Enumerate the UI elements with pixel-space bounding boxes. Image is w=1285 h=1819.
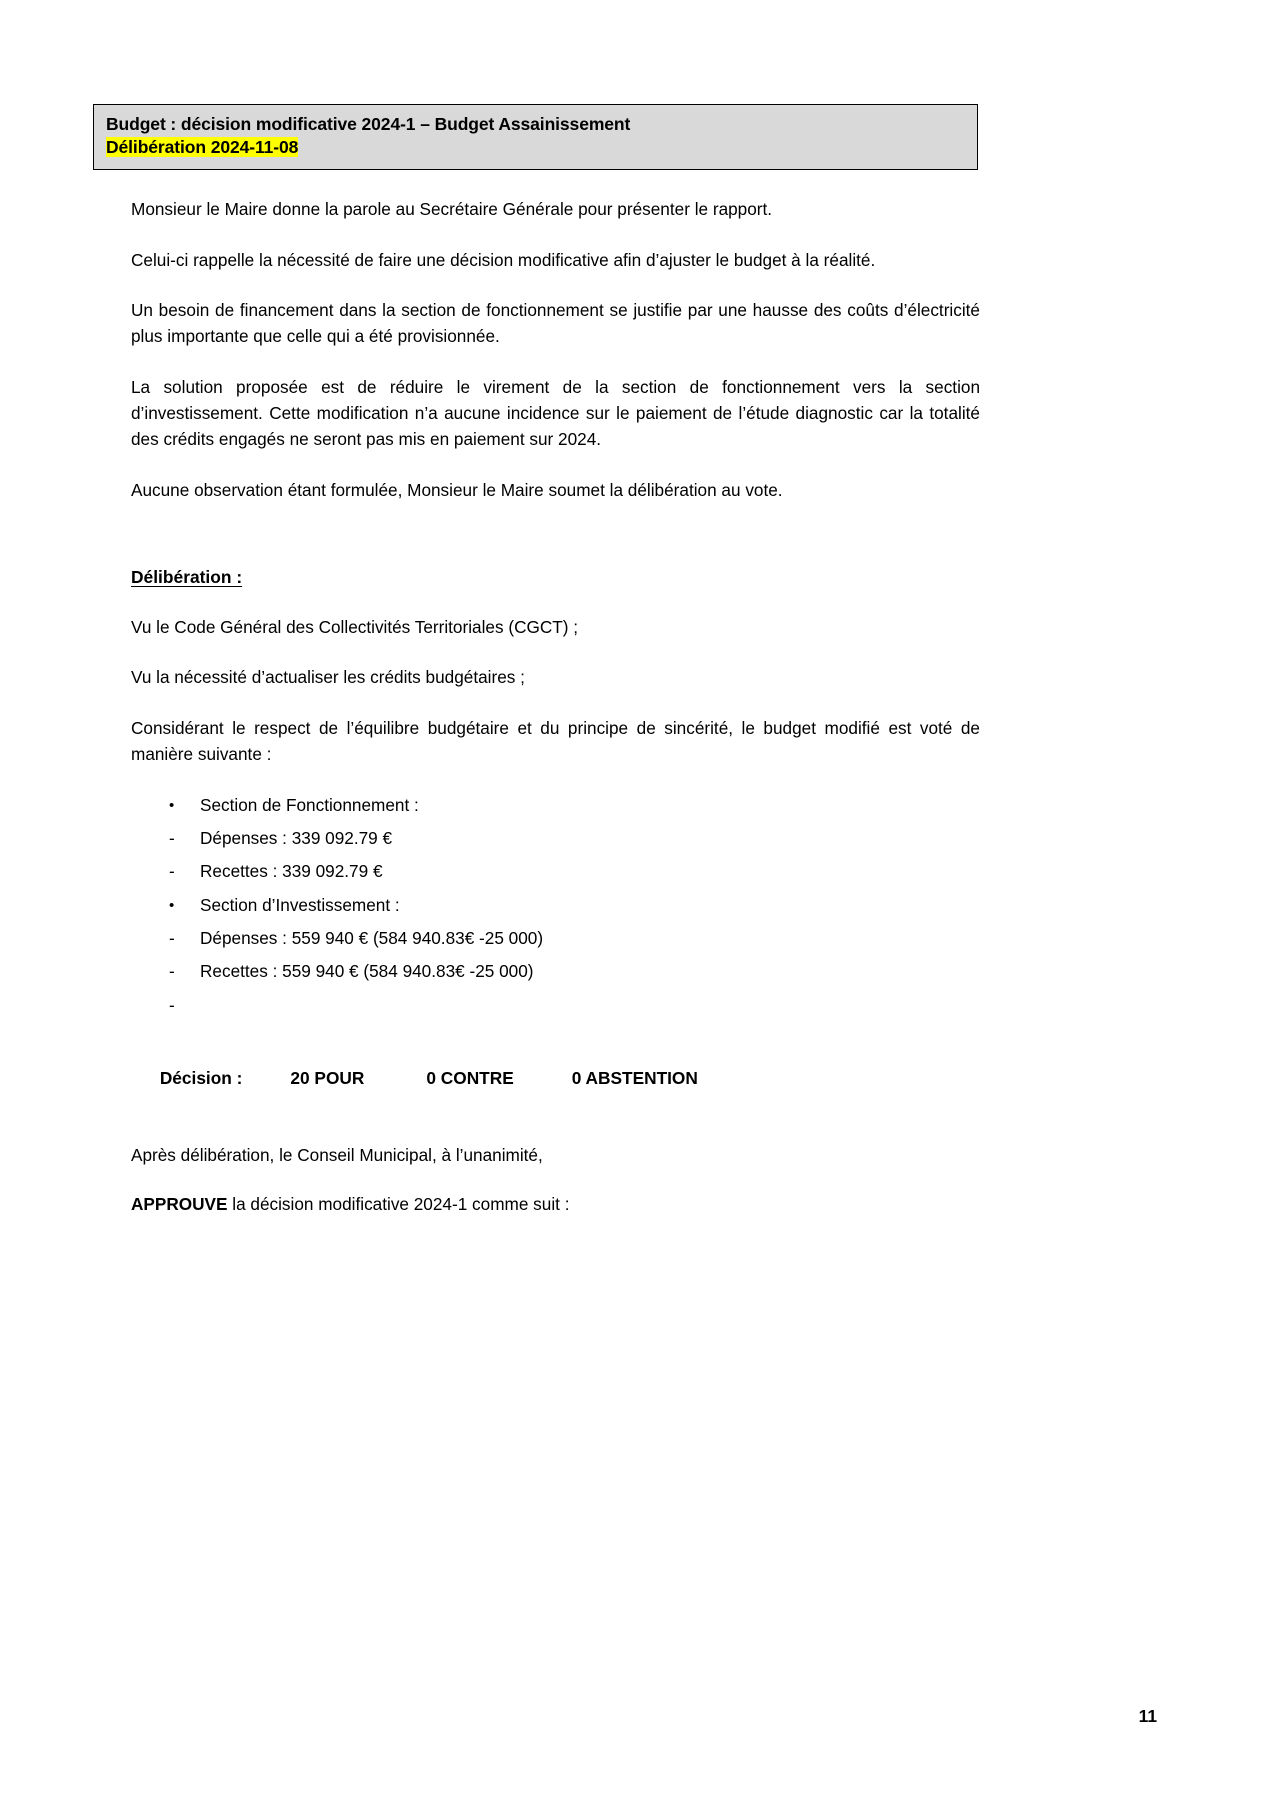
decision-vote-row	[131, 1040, 980, 1118]
deliberation-reference-highlight: Délibération 2024-11-08	[106, 137, 299, 158]
list-item	[131, 992, 980, 1018]
list-item-label: Section de Fonctionnement :	[200, 794, 419, 815]
list-item-label: Dépenses : 339 092.79 €	[200, 828, 393, 849]
budget-figures-list	[131, 792, 980, 1018]
dash-icon: -	[169, 994, 175, 1015]
list-item	[131, 958, 980, 984]
votes-for-count: 20 POUR	[290, 1067, 365, 1088]
approve-rest-text: la décision modificative 2024-1 comme suit :	[227, 1194, 570, 1215]
votes-against-count: 0 CONTRE	[426, 1067, 514, 1088]
dash-icon: -	[169, 828, 175, 849]
dash-icon: -	[169, 861, 175, 882]
approve-keyword: APPROUVE	[131, 1194, 228, 1215]
list-item	[131, 825, 980, 851]
paragraph-besoin-financement: Un besoin de financement dans la section de fonctionnement se justifie par une hausse des coûts d’électricité plus importante que celle qui a été provisionnée.	[131, 300, 980, 347]
page-number: 11	[1138, 1706, 1157, 1726]
bullet-icon: •	[169, 796, 175, 814]
considerant-clause: Considérant le respect de l’équilibre budgétaire et du principe de sincérité, le budget modifié est voté de manière suivante :	[131, 718, 980, 765]
dash-icon: -	[169, 928, 175, 949]
deliberation-heading: Délibération :	[131, 566, 243, 587]
header-title-text: Budget : décision modificative 2024-1 – Budget Assainissement	[106, 114, 631, 134]
document-body	[131, 196, 980, 1218]
bullet-icon: •	[169, 896, 175, 914]
list-item-label: Recettes : 339 092.79 €	[200, 861, 383, 882]
paragraph-aucune-observation: Aucune observation étant formulée, Monsieur le Maire soumet la délibération au vote.	[131, 479, 783, 500]
paragraph-intro: Monsieur le Maire donne la parole au Secrétaire Générale pour présenter le rapport.	[131, 199, 773, 219]
vu-clause-credits: Vu la nécessité d’actualiser les crédits budgétaires ;	[131, 667, 525, 688]
approve-statement	[131, 1192, 980, 1218]
paragraph-solution-proposee: La solution proposée est de réduire le virement de la section de fonctionnement vers la section d’investissement. Cette modification n’a aucune incidence sur le paiement de l’étude diagnostic car la totalité des crédits engagés ne seront pas mis en paiement sur 2024.	[131, 377, 980, 450]
dash-icon: -	[169, 961, 175, 982]
list-item-label: Section d’Investissement :	[200, 894, 400, 915]
votes-abstention-count: 0 ABSTENTION	[571, 1067, 698, 1088]
list-item	[131, 925, 980, 951]
paragraph-rappel: Celui-ci rappelle la nécessité de faire une décision modificative afin d’ajuster le budget à la réalité.	[131, 249, 876, 270]
list-item-label: Recettes : 559 940 € (584 940.83€ -25 000)	[200, 961, 534, 982]
list-item	[131, 892, 980, 918]
header-title-line	[106, 113, 967, 136]
list-item	[131, 858, 980, 884]
header-deliberation-line	[106, 136, 967, 159]
header-banner	[93, 104, 978, 170]
after-deliberation-text: Après délibération, le Conseil Municipal, à l’unanimité,	[131, 1144, 543, 1165]
vu-clause-cgct: Vu le Code Général des Collectivités Territoriales (CGCT) ;	[131, 616, 579, 637]
section-spacer	[131, 528, 980, 564]
decision-label: Décision :	[159, 1067, 243, 1088]
list-item-label: Dépenses : 559 940 € (584 940.83€ -25 000)	[200, 928, 544, 949]
list-item	[131, 792, 980, 818]
